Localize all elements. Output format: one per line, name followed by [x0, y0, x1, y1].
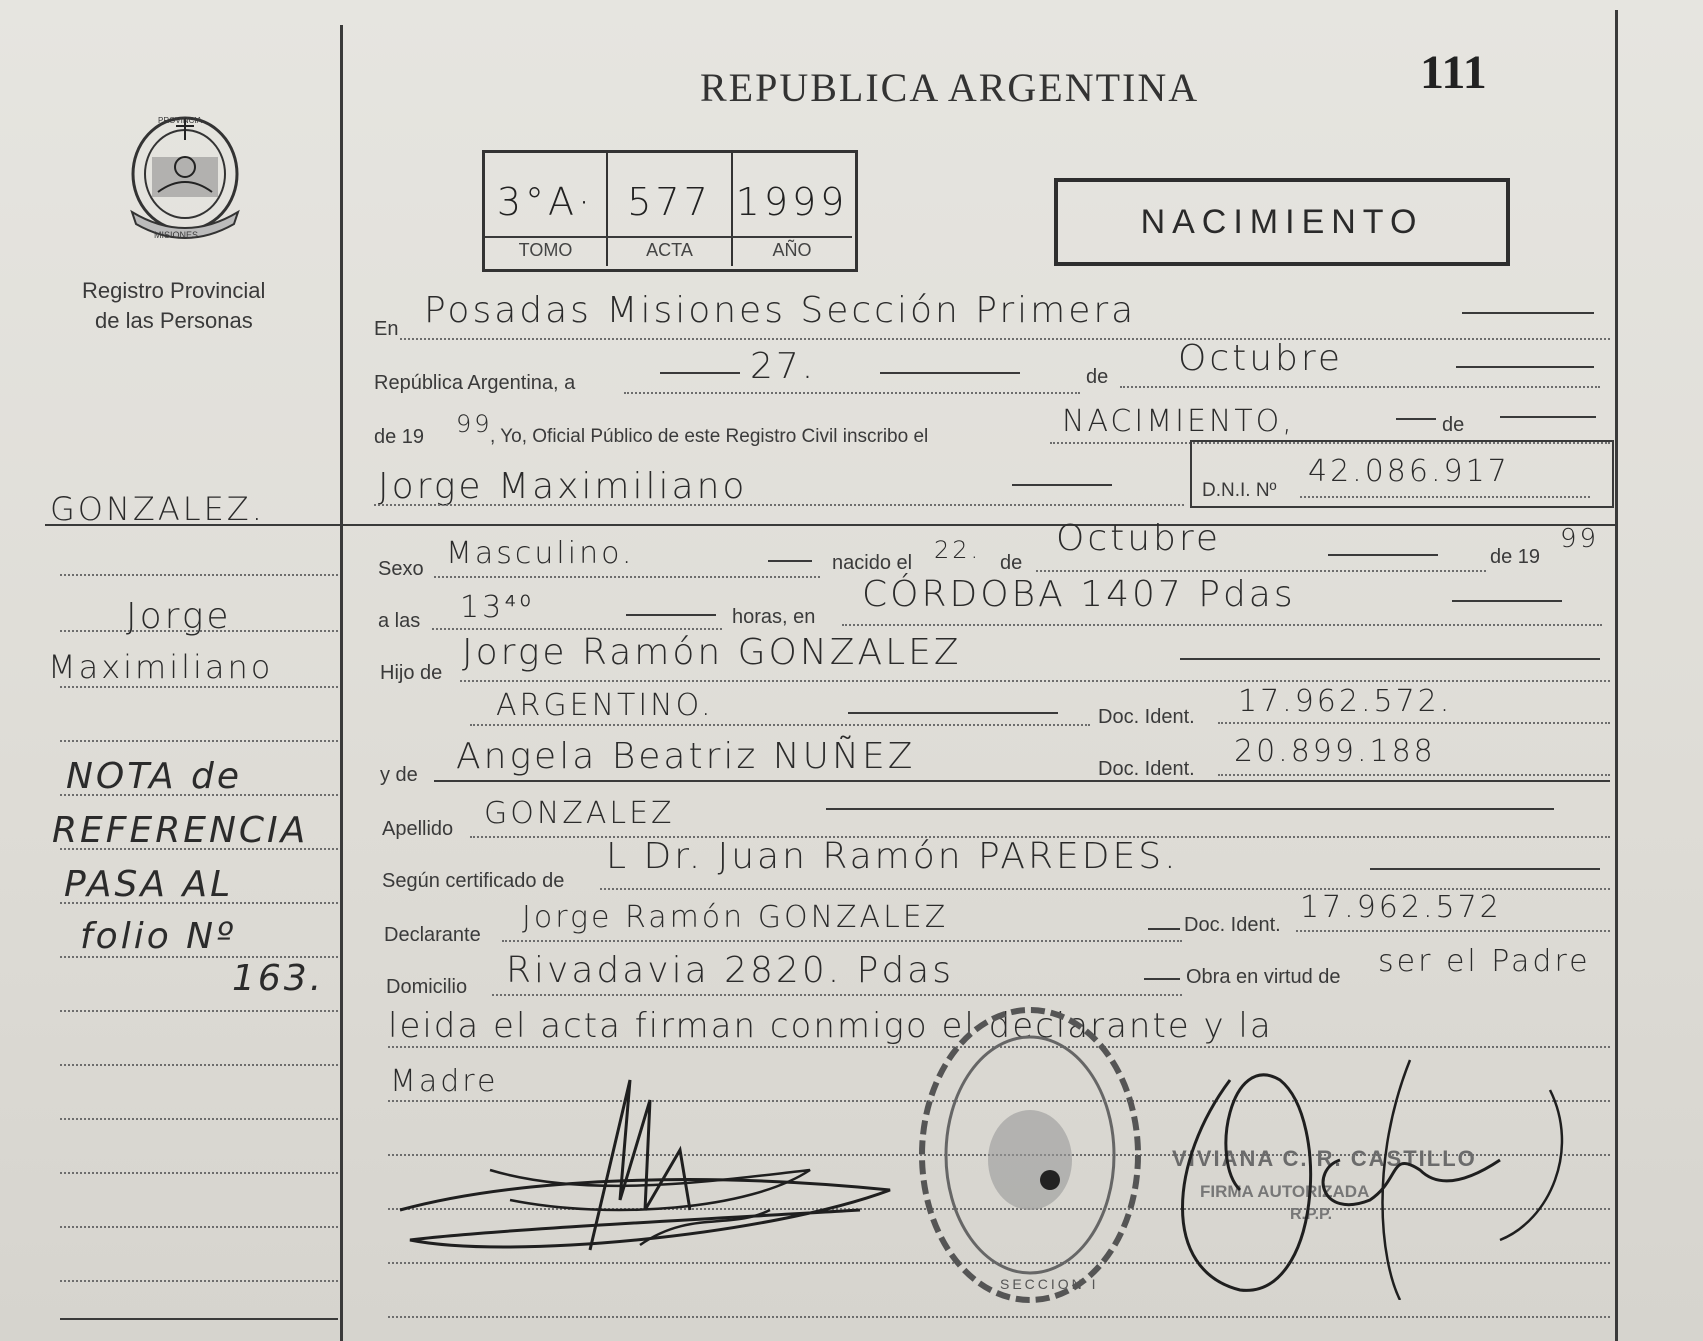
- right-border: [1615, 10, 1618, 1341]
- anio-value: 99: [456, 410, 493, 438]
- provincial-seal: [118, 112, 252, 244]
- madre-doc-label: Doc. Ident.: [1098, 758, 1195, 780]
- declarant-signature: [390, 1060, 910, 1280]
- nacido-de-label: de: [1000, 552, 1023, 574]
- page-number: 111: [1420, 46, 1487, 99]
- madre-doc: 20.899.188: [1234, 734, 1436, 769]
- mes-value: Octubre: [1178, 338, 1344, 379]
- certificado-value: L Dr. Juan Ramón PAREDES.: [606, 836, 1179, 877]
- ano-label: AÑO: [772, 240, 812, 260]
- acta-value: 577: [627, 180, 712, 224]
- country-title: REPUBLICA ARGENTINA: [700, 65, 1200, 110]
- hijo-label: Hijo de: [380, 662, 443, 684]
- horas-label: horas, en: [732, 606, 816, 628]
- lugar-value: CÓRDOBA 1407 Pdas: [862, 574, 1296, 615]
- margin-name2: Maximiliano: [48, 648, 274, 686]
- tomo-label: TOMO: [518, 240, 573, 260]
- inscribo-value: NACIMIENTO,: [1062, 404, 1295, 439]
- dia-value: 27.: [750, 346, 817, 387]
- official-stamp-role: FIRMA AUTORIZADA: [1200, 1182, 1370, 1201]
- domicilio-value: Rivadavia 2820. Pdas: [506, 950, 954, 991]
- virtud-value: ser el Padre: [1378, 944, 1591, 979]
- official-round-seal: [910, 1000, 1150, 1310]
- section-divider: [45, 524, 1617, 526]
- declarante-label: Declarante: [384, 924, 481, 946]
- de-label: de: [1086, 366, 1109, 388]
- nombre-value: Jorge Maximiliano: [378, 466, 748, 507]
- margin-note3: PASA AL: [64, 864, 234, 905]
- document-type-box: NACIMIENTO: [1054, 178, 1510, 266]
- padre-doc-label: Doc. Ident.: [1098, 706, 1195, 728]
- dni-label: D.N.I. Nº: [1202, 480, 1277, 501]
- sexo-value: Masculino.: [446, 536, 635, 571]
- official-stamp-extra: R.P.P.: [1290, 1206, 1333, 1223]
- madre-value: Angela Beatriz NUÑEZ: [456, 736, 916, 777]
- agency-line1: Registro Provincial: [82, 278, 266, 303]
- nacido-mes: Octubre: [1056, 518, 1222, 559]
- sexo-label: Sexo: [378, 558, 424, 580]
- nacido-dia: 22.: [934, 536, 982, 564]
- declarante-doc: 17.962.572: [1300, 890, 1502, 925]
- de19-label: de 19: [374, 426, 425, 448]
- leida-text: leida el acta firman conmigo el declarante y la: [388, 1006, 1273, 1046]
- alas-label: a las: [378, 610, 421, 632]
- domicilio-label: Domicilio: [386, 976, 468, 998]
- seal-top-text: PROVINCIA: [158, 116, 203, 125]
- margin-surname: GONZALEZ.: [50, 490, 265, 528]
- left-column-divider: [340, 25, 343, 1341]
- declarante-doc-label: Doc. Ident.: [1184, 914, 1281, 936]
- agency-line2: de las Personas: [95, 308, 253, 333]
- padre-value: Jorge Ramón GONZALEZ: [462, 632, 962, 673]
- margin-note1: NOTA de: [66, 756, 243, 797]
- yde-label: y de: [380, 764, 418, 786]
- margin-name1: Jorge: [126, 596, 232, 637]
- republica-label: República Argentina, a: [374, 372, 576, 394]
- de-after-label: de: [1442, 414, 1465, 436]
- apellido-label: Apellido: [382, 818, 454, 840]
- en-label: En: [374, 318, 399, 340]
- padre-doc: 17.962.572.: [1238, 684, 1453, 719]
- virtud-label: Obra en virtud de: [1186, 966, 1341, 988]
- margin-note4: folio Nº: [80, 916, 237, 957]
- official-signature: [1170, 1040, 1590, 1300]
- nacido-anio: 99: [1560, 524, 1600, 554]
- margin-note2: REFERENCIA: [52, 810, 309, 851]
- declarante-value: Jorge Ramón GONZALEZ: [522, 900, 949, 935]
- madre-word: Madre: [390, 1064, 499, 1099]
- margin-note5: 163.: [232, 958, 325, 999]
- tomo-value: 3°A·: [496, 180, 595, 224]
- seal-bottom-text: MISIONES: [154, 230, 199, 240]
- nacionalidad-value: ARGENTINO.: [496, 688, 714, 723]
- ano-value: 1999: [735, 180, 849, 224]
- oficial-text: , Yo, Oficial Público de este Registro Civil inscribo el: [490, 426, 929, 447]
- certificado-label: Según certificado de: [382, 870, 565, 892]
- nacido-de19-label: de 19: [1490, 546, 1541, 568]
- hora-value: 13⁴⁰: [460, 590, 535, 625]
- dni-value: 42.086.917: [1308, 454, 1510, 489]
- apellido-value: GONZALEZ: [484, 796, 675, 831]
- en-value: Posadas Misiones Sección Primera: [424, 290, 1137, 331]
- acta-label: ACTA: [646, 240, 693, 260]
- official-stamp-name: VIVIANA C. R. CASTILLO: [1172, 1146, 1477, 1171]
- nacido-label: nacido el: [832, 552, 913, 574]
- round-seal-text: SECCION I: [1000, 1276, 1099, 1292]
